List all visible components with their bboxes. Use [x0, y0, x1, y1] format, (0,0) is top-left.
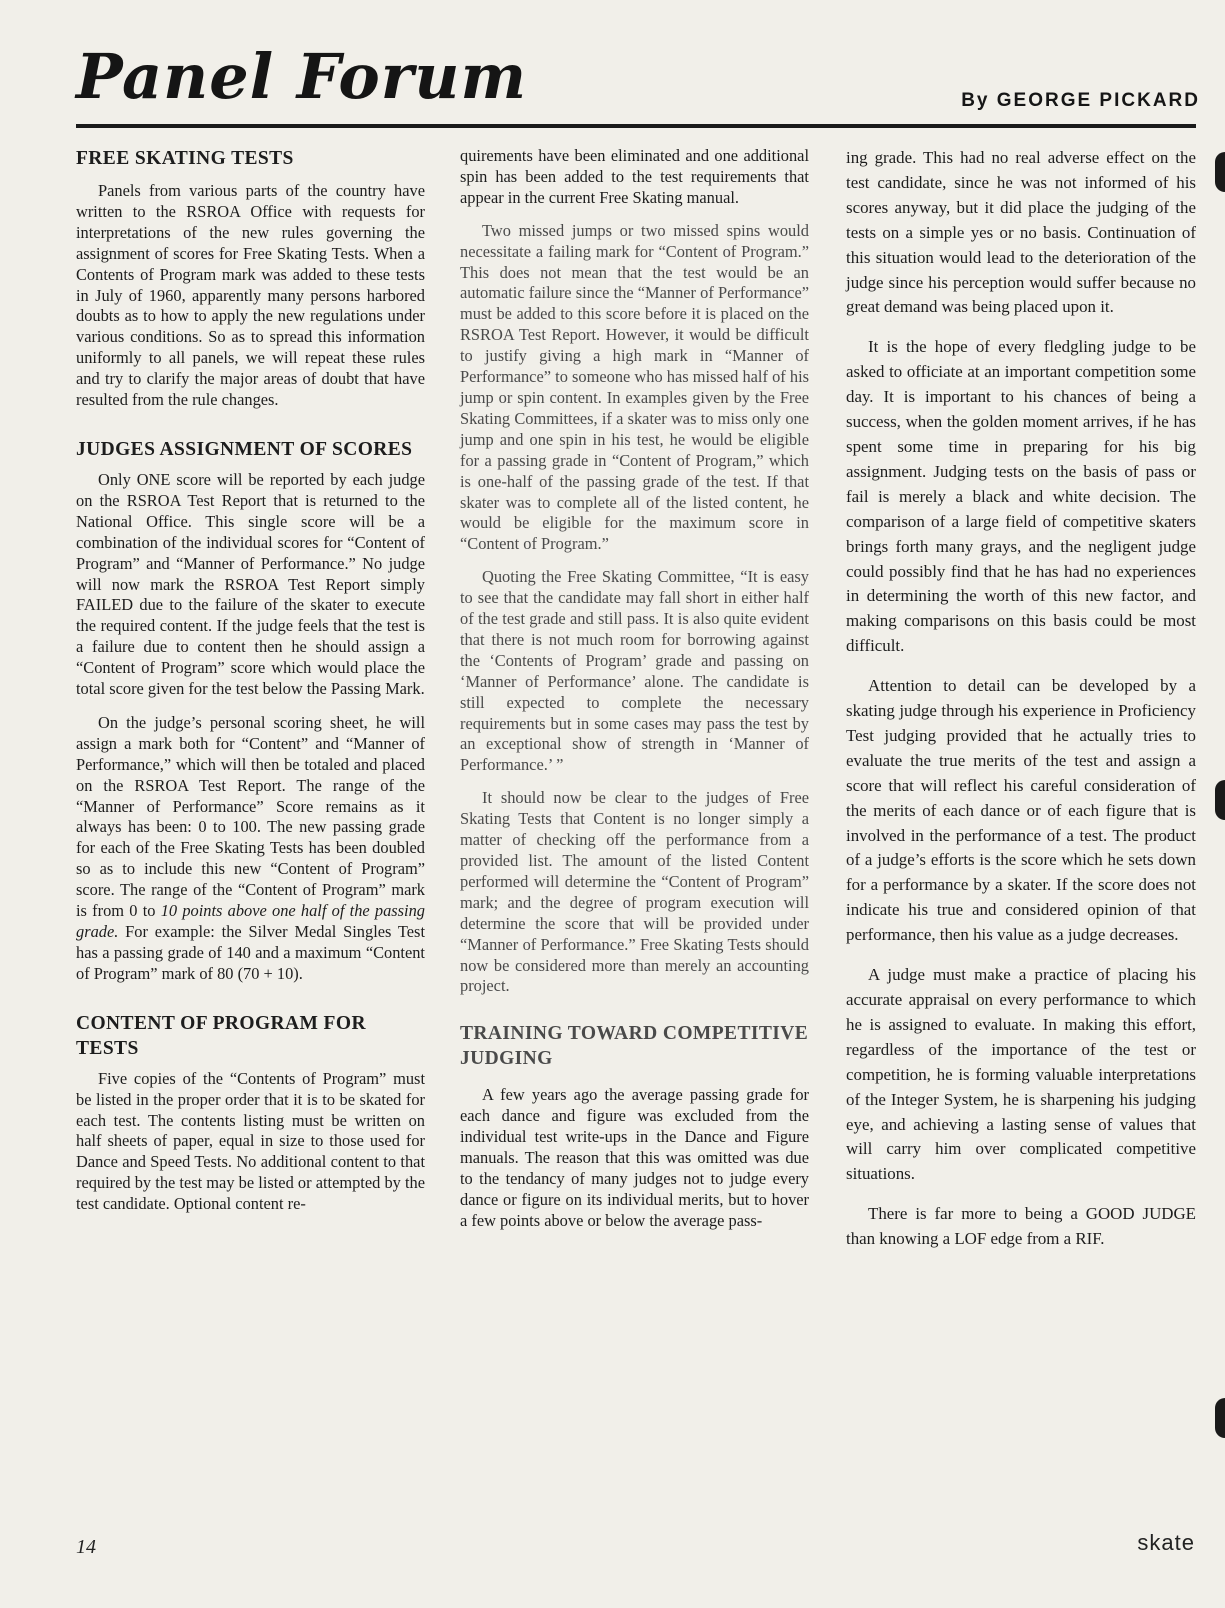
section-heading-content-of-program: CONTENT OF PROGRAM FOR TESTS — [76, 1012, 366, 1059]
binding-hole — [1215, 1398, 1225, 1438]
paragraph: Attention to detail can be developed by a skating judge through his experience in Proficiency Test judging provided that he actually tries to evaluate the true merits of the test and assign a score that will reflect his careful consideration of the merits of each dance or of each figure that is involved in the performance of a test. The product of a judge’s efforts is the score which he sets down for a performance by a skater. If the score does not indicate his true and considered opinion of that performance, then his value as a judge decreases. — [846, 676, 1196, 945]
page-title: Panel Forum — [76, 40, 528, 113]
header-rule — [76, 124, 1196, 128]
paragraph: There is far more to being a GOOD JUDGE than knowing a LOF edge from a RIF. — [846, 1204, 1196, 1249]
paragraph-quote: Quoting the Free Skating Committee, “It is easy to see that the candidate may fall short in either half of the test grade and still pass. It is also quite evident that there is not much room for borrowing against the ‘Contents of Program’ grade and passing on ‘Manner of Performance’ alone. The candidate is still expected to complete the necessary requirements but in some cases may pass the test by an exceptional show of strength in ‘Manner of Performance.’ ” — [460, 567, 809, 775]
byline: By GEORGE PICKARD — [961, 90, 1200, 111]
magazine-name: skate — [1137, 1530, 1195, 1555]
paragraph-text: On the judge’s personal scoring sheet, he will assign a mark both for “Content” and “Manner of Performance,” which will then be totaled and placed on the RSROA Test Report. The range of the “Manner of Performance” Score remains as it always has been: 0 to 100. The new passing grade for each of the Free Skating Tests has been doubled so as to include this new “Content of Program” score. The range of the “Content of Program” mark is from 0 to — [76, 712, 425, 921]
paragraph: Only ONE score will be reported by each judge on the RSROA Test Report that is returned to the National Office. This single score will be a combination of the individual scores for “Content of Program” and “Manner of Performance.” No judge will now mark the RSROA Test Report simply FAILED due to the failure of the skater to execute the required content. If the judge feels that the test is a failure due to content then he should assign a “Content of Program” score which would place the total score given for the test below the Passing Mark. — [76, 469, 425, 699]
binding-hole — [1215, 152, 1225, 192]
binding-hole — [1215, 780, 1225, 820]
paragraph: Panels from various parts of the country have written to the RSROA Office with requests for interpretations of the new rules governing the assignment of scores for Free Skating Tests. When a Contents of Program mark was added to these tests in July of 1960, apparently many persons harbored doubts as to how to apply the new regulations under various conditions. So as to spread this information uniformly to all panels, we will repeat these rules and try to clarify the major areas of doubt that have resulted from the rule changes. — [76, 181, 425, 410]
paragraph: A few years ago the average passing grade for each dance and figure was excluded from the individual test write-ups in the Dance and Figure manuals. The reason that this was omitted was due to the tendancy of many judges not to judge every dance or figure on its individual merits, but to hover a few points above or below the average pass- — [460, 1085, 809, 1230]
paragraph-text: For example: the Silver Medal Singles Test has a passing grade of 140 and a maximum “Content of Program” mark of 80 (70 + 10). — [76, 922, 425, 983]
masthead — [72, 40, 1200, 124]
column-2 — [460, 146, 809, 1232]
section-heading-judges-assignment: JUDGES ASSIGNMENT OF SCORES — [76, 438, 413, 460]
column-1 — [76, 146, 425, 1215]
paragraph: ing grade. This had no real adverse effect on the test candidate, since he was not informed of his scores anyway, but it did place the judging of the tests on a simple yes or no basis. Continuation of this situation would lead to the deterioration of the judge since his perception would suffer because no great demand was being placed upon it. — [846, 148, 1196, 317]
emphasis-text: 10 points above one half of the passing grade. — [76, 901, 425, 941]
paragraph-range-of-scores — [76, 713, 425, 985]
column-3 — [846, 146, 1196, 1252]
section-heading-training-toward-judging: TRAINING TOWARD COMPETITIVE JUDGING — [460, 1023, 809, 1070]
paragraph: It is the hope of every fledgling judge to be asked to officiate at an important competition some day. It is important to his chances of being a success, when the golden moment arrives, if he has spent some time in preparing for his big assignment. Judging tests on the basis of pass or fail is merely a black and white decision. The comparison of a large field of competitive skaters brings forth many grays, and the negligent judge could possibly find that he has had no experiences in determining the worth of this new factor, and making comparisons on this basis could be most difficult. — [846, 337, 1196, 656]
page-number: 14 — [76, 1536, 96, 1558]
paragraph: A judge must make a practice of placing his accurate appraisal on every performance to which he is assigned to evaluate. In making this effort, regardless of the importance of the test or competition, he is forming valuable interpretations of the Integer System, he is sharpening his judging eye, and achieving a lasting sense of values that will carry him over complicated competitive situations. — [846, 965, 1196, 1184]
paragraph: quirements have been eliminated and one additional spin has been added to the test requirements that appear in the current Free Skating manual. — [460, 146, 809, 207]
paragraph: Two missed jumps or two missed spins would necessitate a failing mark for “Content of Program.” This does not mean that the test would be an automatic failure since the “Manner of Performance” must be added to this score before it is placed on the RSROA Test Report. However, it would be difficult to justify giving a high mark in “Manner of Performance” to someone who has missed half of his jump or spin content. In examples given by the Free Skating Committees, if a skater was to miss only one jump and one spin in his test, he would be eligible for a passing grade in “Content of Program,” which is one-half of the passing grade of the test. If that skater was to complete all of the listed content, he would be eligible for the maximum score in “Content of Program.” — [460, 220, 809, 554]
paragraph: Five copies of the “Contents of Program” must be listed in the proper order that it is to be skated for each test. The contents listing must be written on half sheets of paper, equal in size to those used for Dance and Speed Tests. No additional content to that required by the test may be listed or attempted by the test candidate. Optional content re- — [76, 1068, 425, 1214]
section-heading-free-skating-tests: FREE SKATING TESTS — [76, 148, 294, 169]
paragraph: It should now be clear to the judges of Free Skating Tests that Content is no longer simply a matter of checking off the performance from a provided list. The amount of the listed Content performed will determine the “Content of Program” mark; and the degree of program execution will determine the score that will be provided under “Manner of Performance.” Free Skating Tests should now be considered more than merely an accounting project. — [460, 788, 809, 996]
